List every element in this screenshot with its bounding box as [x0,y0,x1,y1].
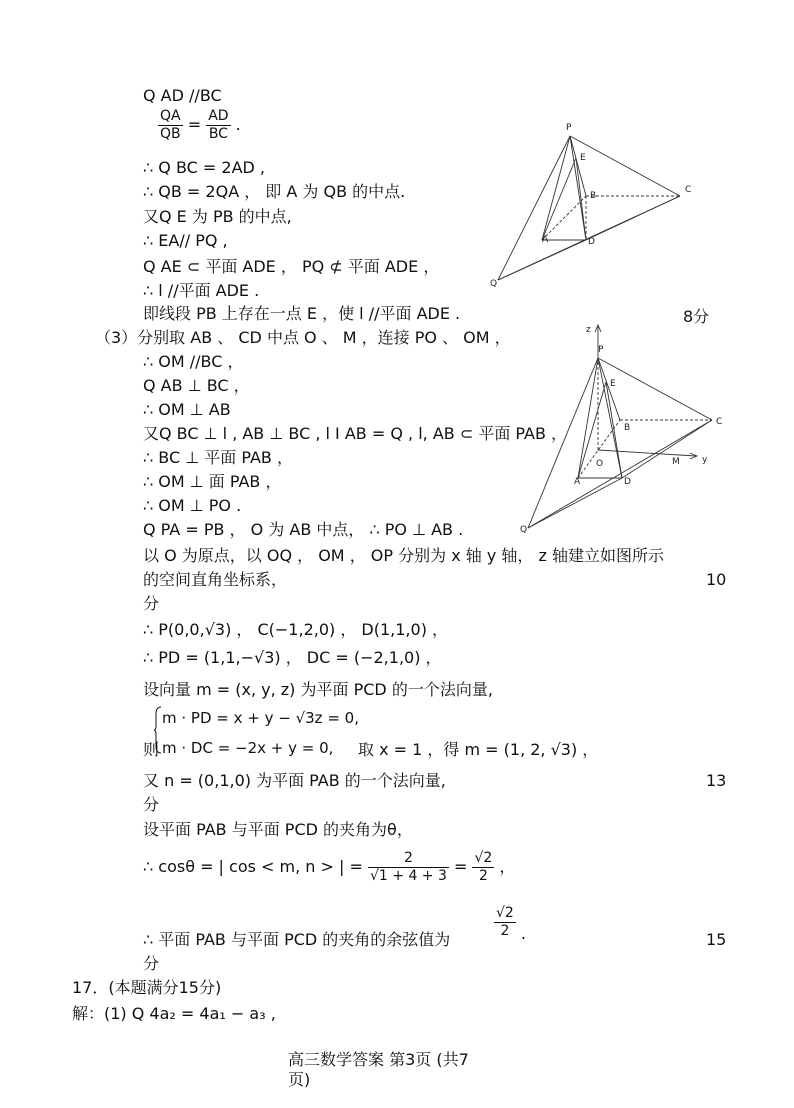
equals: = [453,857,468,876]
fraction [368,850,449,885]
text-line: ∴ OM ⊥ AB [143,400,231,419]
text-line: ∴ OM ⊥ 面 PAB ， [143,472,282,491]
punct: ， [499,857,516,876]
text-line: ∴ l //平面 ADE . [143,281,260,300]
text-line: 设平面 PAB 与平面 PCD 的夹角为θ， [143,820,413,839]
text-line: Q PA = PB ， O 为 AB 中点， ∴ PO ⊥ AB . [143,520,464,539]
text-line: 解：(1) Q 4a₂ = 4a₁ − a₃ , [72,1004,276,1023]
denominator: QB [160,126,181,142]
vertex-label: D [624,477,631,487]
text-line: ∴ BC ⊥ 平面 PAB ， [143,448,293,467]
text-line: Q AB ⊥ BC ， [143,376,250,395]
cosine-lhs: ∴ cosθ = | cos < m, n > | = [143,857,363,876]
numerator: AD [208,108,229,124]
answer-fraction-line [494,905,527,943]
denominator: 2 [500,923,510,939]
score-mark: 15 [706,930,727,949]
denominator: √1 + 4 + 3 [369,868,447,884]
text-line: 设向量 m = (x, y, z) 为平面 PCD 的一个法向量, [143,680,493,699]
text-line: ∴ PD = (1,1,−√3) ， DC = (−2,1,0) ， [143,648,442,667]
vertex-label: P [598,345,604,355]
pyramid-figure-1 [480,118,720,298]
ratio-line: $\frac{QA}{QB}$ = $\frac{AD}{BC}$ . [160,108,241,142]
text-line: 分 [143,795,160,814]
text-line: 即线段 PB 上存在一点 E ，使 l //平面 ADE . [143,304,461,323]
text-line: ∴ Q BC = 2AD , [143,158,266,177]
vertex-label: E [610,379,616,389]
denominator: BC [208,126,228,142]
vertex-label: D [588,237,595,247]
score-mark: 13 [706,771,727,790]
equation-line: m · DC = −2x + y = 0, [162,739,334,757]
punct: . [235,115,241,134]
numerator: √2 [474,850,493,866]
text-line: ∴ QB = 2QA ， 即 A 为 QB 的中点. [143,182,406,201]
axis-label: y [702,455,708,465]
vertex-label: A [542,235,549,245]
vertex-label: A [574,477,581,487]
vertex-label: C [716,417,723,427]
pyramid-figure-2 [500,320,740,540]
text-line: ∴ OM //BC ， [143,352,244,371]
score-mark: 8分 [683,307,710,326]
vertex-label: P [566,123,572,133]
fraction [158,108,183,143]
page-footer-cont: 页) [288,1070,311,1089]
text-line: Q AD //BC [143,86,222,105]
text-line: 17．(本题满分15分) [72,978,222,997]
text-line: ∴ EA// PQ , [143,231,228,250]
text-line: ∴ P(0,0,√3) ， C(−1,2,0) ， D(1,1,0) ， [143,620,449,639]
text-line: （3）分别取 AB 、 CD 中点 O 、 M ，连接 PO 、 OM ， [95,328,511,347]
text-line: 又Q E 为 PB 的中点, [143,207,292,226]
text-line: 取 x = 1 ，得 m = (1, 2, √3) ， [358,740,599,759]
brace-icon [154,706,162,754]
vertex-label: E [580,153,586,163]
score-mark: 10 [706,570,727,589]
text-line: ∴ OM ⊥ PO . [143,496,242,515]
text-line: ∴ 平面 PAB 与平面 PCD 的夹角的余弦值为 [143,930,451,949]
vertex-label: Q [520,525,528,535]
equation-line: m · PD = x + y − √3z = 0, [162,709,359,727]
vertex-label: O [596,459,604,469]
vertex-label: B [590,191,597,201]
vertex-label: B [624,423,631,433]
numerator: 2 [368,850,449,868]
numerator: √2 [496,905,514,921]
text-line: 分 [143,594,160,613]
text-line: Q AE ⊂ 平面 ADE ， PQ ⊄ 平面 ADE ， [143,257,440,276]
fraction [206,108,230,143]
vertex-label: C [685,185,692,195]
denominator: 2 [478,868,488,884]
vertex-label: Q [490,279,498,289]
text-line: 则 [143,740,160,759]
text-line: 分 [143,954,160,973]
fraction [472,850,494,885]
text-line: 以 O 为原点，以 OQ ， OM ， OP 分别为 x 轴 y 轴， z 轴建立如图所示 [143,546,664,565]
numerator: QA [158,108,183,126]
text-line: 又 n = (0,1,0) 为平面 PAB 的一个法向量, [143,771,446,790]
text-line: 的空间直角坐标系， [143,570,288,589]
vertex-label: M [672,457,680,467]
punct: . [520,924,527,943]
fraction [494,905,516,940]
cosine-line [143,850,515,885]
axis-label: z [586,325,591,335]
text-line: 又Q BC ⊥ l , AB ⊥ BC , l I AB = Q , l, AB ⊂ 平面 PAB ， [143,424,568,443]
page-footer: 高三数学答案 第3页 (共7 [288,1050,469,1069]
